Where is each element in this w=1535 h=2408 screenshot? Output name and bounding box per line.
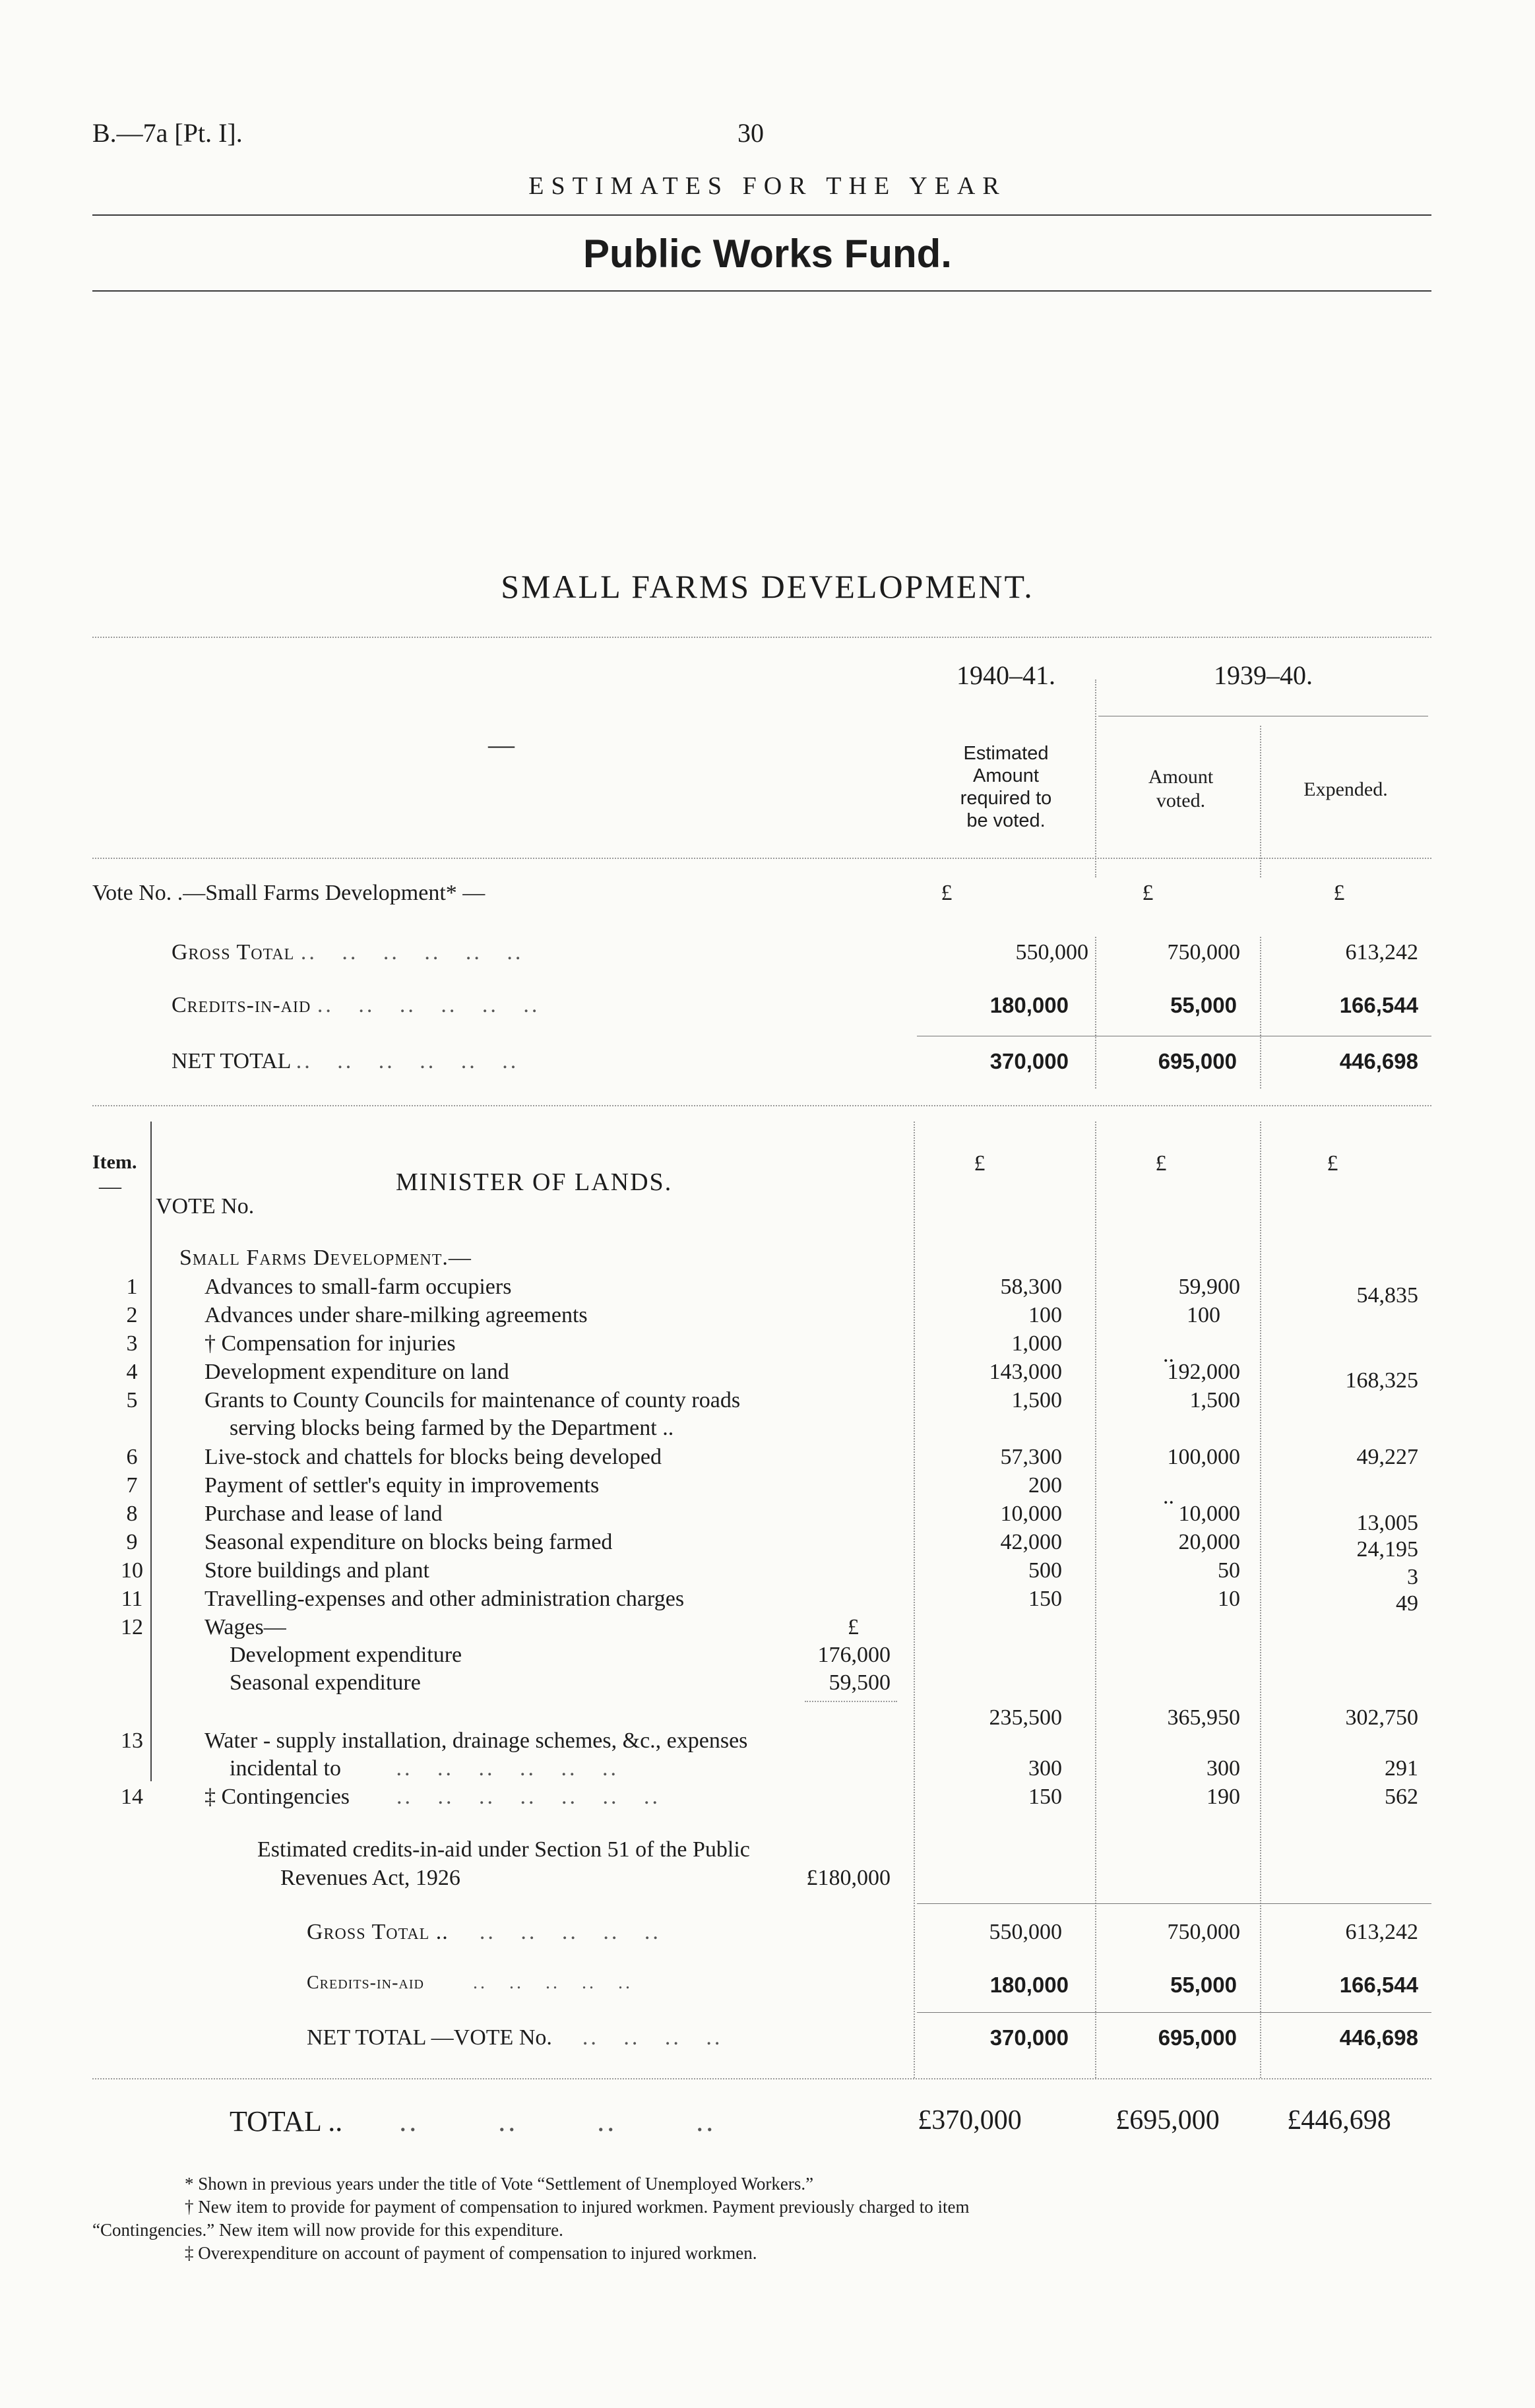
item-no: 14 — [121, 1785, 143, 1809]
item-4-v2: 192,000 — [1167, 1360, 1240, 1384]
summary-credits-v3: 166,544 — [1339, 993, 1418, 1017]
item-no: 8 — [126, 1502, 138, 1526]
item-label-11: Travelling-expenses and other administration charges — [204, 1587, 685, 1611]
item-label-14: ‡ Contingencies .. .. .. .. .. .. .. — [204, 1785, 661, 1809]
summary-net-v2: 695,000 — [1158, 1049, 1237, 1073]
detail-net-v2: 695,000 — [1158, 2025, 1237, 2050]
pound-col2: £ — [1142, 881, 1154, 905]
detail-credits-label: Credits-in-aid .. .. .. .. .. — [307, 1973, 633, 1993]
page-ref: B.—7a [Pt. I]. — [92, 118, 243, 148]
col3-header: Expended. — [1303, 778, 1388, 800]
summary-bottom-rule — [92, 1105, 1431, 1106]
grand-total-text: TOTAL .. — [230, 2105, 343, 2138]
detail-net-text: NET TOTAL —VOTE No. — [307, 2025, 552, 2050]
summary-gross-label: Gross Total .. .. .. .. .. .. — [172, 940, 524, 965]
col2-header — [1098, 765, 1263, 813]
summary-gross-text: Gross Total — [172, 940, 295, 965]
item-9-v2: 20,000 — [1178, 1530, 1240, 1554]
detail-gross-v2: 750,000 — [1167, 1920, 1240, 1944]
col1-header-line: Amount — [973, 765, 1039, 786]
page-number: 30 — [737, 118, 764, 148]
item-label-5b: serving blocks being farmed by the Department .. — [230, 1416, 674, 1440]
detail-net-label: NET TOTAL —VOTE No. .. .. .. .. — [307, 2025, 723, 2050]
detail-credits-v1: 180,000 — [989, 1973, 1069, 1997]
item-13-v3: 291 — [1385, 1756, 1418, 1781]
summary-net-text: NET TOTAL — [172, 1049, 291, 1073]
col1-header-line: be voted. — [966, 810, 1046, 831]
credits-note-2: Revenues Act, 1926 — [280, 1866, 460, 1890]
item-no: 4 — [126, 1360, 138, 1384]
detail-credits-text: Credits-in-aid — [307, 1973, 424, 1993]
item-10-v3: 3 — [1407, 1565, 1418, 1589]
colhead-dash: — — [488, 730, 515, 759]
detail-pound-col3: £ — [1327, 1151, 1338, 1176]
item-8-v2: 10,000 — [1178, 1502, 1240, 1526]
item-13-v1: 300 — [1028, 1756, 1062, 1781]
item-label-1: Advances to small-farm occupiers — [204, 1275, 512, 1299]
item-10-v2: 50 — [1218, 1558, 1240, 1583]
item-no: 3 — [126, 1331, 138, 1356]
item-label-13b: incidental to .. .. .. .. .. .. — [230, 1756, 619, 1781]
detail-gross-text: Gross Total .. — [307, 1920, 449, 1944]
item-label-3: † Compensation for injuries — [204, 1331, 456, 1356]
summary-net-v1: 370,000 — [989, 1049, 1069, 1073]
item-10-v1: 500 — [1028, 1558, 1062, 1583]
detail-divider-2 — [1260, 1122, 1261, 2078]
wages-v3: 302,750 — [1345, 1705, 1418, 1730]
header-rule-1 — [92, 214, 1431, 216]
item-label-7: Payment of settler's equity in improvements — [204, 1473, 600, 1498]
item-label-13: Water - supply installation, drainage schemes, &c., expenses — [204, 1728, 748, 1753]
item-1-v2: 59,900 — [1178, 1275, 1240, 1299]
item-label-6: Live-stock and chattels for blocks being developed — [204, 1445, 662, 1469]
summary-credits-v1: 180,000 — [989, 993, 1069, 1017]
page-title: Public Works Fund. — [583, 232, 952, 276]
item-label-9: Seasonal expenditure on blocks being farmed — [204, 1530, 613, 1554]
detail-pound-col2: £ — [1155, 1151, 1167, 1176]
detail-net-rule — [917, 2012, 1431, 2013]
footnote-1: * Shown in previous years under the title of Vote “Settlement of Unemployed Workers.” — [185, 2174, 814, 2194]
item-3-v2: .. — [1163, 1343, 1174, 1367]
grand-total-v2: £695,000 — [1115, 2105, 1220, 2136]
totals-top-rule — [917, 1903, 1431, 1904]
wages-sub-1-amount: 176,000 — [817, 1643, 891, 1667]
year-current: 1940–41. — [956, 660, 1055, 690]
summary-net-label: NET TOTAL .. .. .. .. .. .. — [172, 1049, 519, 1073]
wages-sub-2-amount: 59,500 — [829, 1670, 891, 1695]
vote-no-label: VOTE No. — [156, 1194, 255, 1219]
item-label-13b-text: incidental to — [230, 1756, 342, 1781]
col1-header-line: required to — [960, 788, 1052, 809]
colhead-bottom-rule — [92, 858, 1431, 859]
summary-divider-1 — [1095, 937, 1096, 1089]
item-label: Item. — [92, 1151, 137, 1173]
item-no: 10 — [121, 1558, 143, 1583]
wages-sum-rule — [805, 1701, 897, 1702]
item-no: 13 — [121, 1728, 143, 1753]
minister-heading: MINISTER OF LANDS. — [396, 1168, 673, 1196]
footnote-3: “Contingencies.” New item will now provide for this expenditure. — [92, 2220, 563, 2240]
summary-gross-v2: 750,000 — [1167, 940, 1240, 965]
footnote-2: † New item to provide for payment of compensation to injured workmen. Payment previously charged to item — [185, 2197, 970, 2217]
grand-total-v1: £370,000 — [918, 2105, 1022, 2136]
col1-header — [917, 742, 1095, 832]
item-14-v2: 190 — [1206, 1785, 1240, 1809]
wages-v1: 235,500 — [989, 1705, 1062, 1730]
item-label-8: Purchase and lease of land — [204, 1502, 443, 1526]
item-6-v1: 57,300 — [1000, 1445, 1062, 1469]
item-1-v3: 54,835 — [1356, 1283, 1418, 1308]
item-label-2: Advances under share-milking agreements — [204, 1303, 588, 1327]
item-1-v1: 58,300 — [1000, 1275, 1062, 1299]
detail-net-v3: 446,698 — [1339, 2025, 1418, 2050]
detail-credits-v3: 166,544 — [1339, 1973, 1418, 1997]
summary-gross-v1: 550,000 — [1015, 940, 1088, 965]
item-11-v3: 49 — [1396, 1591, 1418, 1616]
credits-note-1: Estimated credits-in-aid under Section 51 of the Public — [257, 1837, 750, 1862]
footnote-4: ‡ Overexpenditure on account of payment of compensation to injured workmen. — [185, 2243, 757, 2263]
grand-total-label: TOTAL .. .. .. .. .. — [230, 2105, 716, 2138]
subhead: Small Farms Development.— — [179, 1246, 472, 1270]
page-subtitle: ESTIMATES FOR THE YEAR — [528, 172, 1007, 200]
item-2-v2: 100 — [1187, 1303, 1220, 1327]
item-2-v1: 100 — [1028, 1303, 1062, 1327]
col-divider-1 — [1095, 680, 1096, 877]
detail-gross-label: Gross Total .. .. .. .. .. .. — [307, 1920, 661, 1944]
item-label-10: Store buildings and plant — [204, 1558, 429, 1583]
item-6-v2: 100,000 — [1167, 1445, 1240, 1469]
item-3-v1: 1,000 — [1011, 1331, 1062, 1356]
col2-header-line: voted. — [1156, 790, 1206, 811]
item-no: 11 — [121, 1587, 143, 1611]
item-8-v1: 10,000 — [1000, 1502, 1062, 1526]
item-no: 1 — [126, 1275, 138, 1299]
section-title: SMALL FARMS DEVELOPMENT. — [501, 568, 1034, 605]
detail-credits-v2: 55,000 — [1170, 1973, 1237, 1997]
item-9-v3: 24,195 — [1356, 1537, 1418, 1562]
summary-divider-2 — [1260, 937, 1261, 1089]
item-4-v3: 168,325 — [1345, 1368, 1418, 1393]
item-4-v1: 143,000 — [989, 1360, 1062, 1384]
item-5-v1: 1,500 — [1011, 1388, 1062, 1412]
wages-pound: £ — [848, 1615, 859, 1639]
col-divider-2 — [1260, 726, 1261, 877]
item-7-v2: .. — [1163, 1484, 1174, 1509]
item-9-v1: 42,000 — [1000, 1530, 1062, 1554]
pound-col1: £ — [941, 881, 953, 905]
item-5-v2: 1,500 — [1189, 1388, 1240, 1412]
item-no: 6 — [126, 1445, 138, 1469]
col2-header-line: Amount — [1148, 766, 1214, 788]
item-14-v1: 150 — [1028, 1785, 1062, 1809]
credits-note-amount: £180,000 — [806, 1866, 891, 1890]
header-rule-2 — [92, 290, 1431, 292]
item-14-v3: 562 — [1385, 1785, 1418, 1809]
detail-pound-col1: £ — [974, 1151, 986, 1176]
item-no: 9 — [126, 1530, 138, 1554]
summary-net-v3: 446,698 — [1339, 1049, 1418, 1073]
wages-label: Wages— — [204, 1615, 286, 1639]
item-6-v3: 49,227 — [1356, 1445, 1418, 1469]
year-previous: 1939–40. — [1214, 660, 1313, 690]
detail-gross-v3: 613,242 — [1345, 1920, 1418, 1944]
pound-col3: £ — [1333, 881, 1345, 905]
item-13-v2: 300 — [1206, 1756, 1240, 1781]
detail-gross-v1: 550,000 — [989, 1920, 1062, 1944]
wages-v2: 365,950 — [1167, 1705, 1240, 1730]
detail-divider-0 — [914, 1122, 915, 2078]
item-label-4: Development expenditure on land — [204, 1360, 509, 1384]
item-11-v1: 150 — [1028, 1587, 1062, 1611]
col1-header-line: Estimated — [963, 743, 1049, 764]
summary-credits-v2: 55,000 — [1170, 993, 1237, 1017]
item-11-v2: 10 — [1218, 1587, 1240, 1611]
item-dash: — — [99, 1174, 121, 1199]
grand-total-v3: £446,698 — [1287, 2105, 1391, 2136]
item-no: 5 — [126, 1388, 138, 1412]
colhead-top-rule — [92, 637, 1431, 638]
item-label-14-text: ‡ Contingencies — [204, 1785, 350, 1809]
item-no: 12 — [121, 1615, 143, 1639]
wages-sub-1: Development expenditure — [230, 1643, 462, 1667]
item-no: 2 — [126, 1303, 138, 1327]
summary-credits-text: Credits-in-aid — [172, 993, 311, 1017]
vote-line: Vote No. .—Small Farms Development* — — [92, 881, 486, 905]
item-7-v1: 200 — [1028, 1473, 1062, 1498]
grand-total-rule — [92, 2078, 1431, 2079]
summary-credits-label: Credits-in-aid .. .. .. .. .. .. — [172, 993, 540, 1017]
item-label-5: Grants to County Councils for maintenance of county roads — [204, 1388, 741, 1412]
item-no: 7 — [126, 1473, 138, 1498]
wages-sub-2: Seasonal expenditure — [230, 1670, 421, 1695]
detail-net-v1: 370,000 — [989, 2025, 1069, 2050]
summary-gross-v3: 613,242 — [1345, 940, 1418, 965]
item-8-v3: 13,005 — [1356, 1511, 1418, 1535]
